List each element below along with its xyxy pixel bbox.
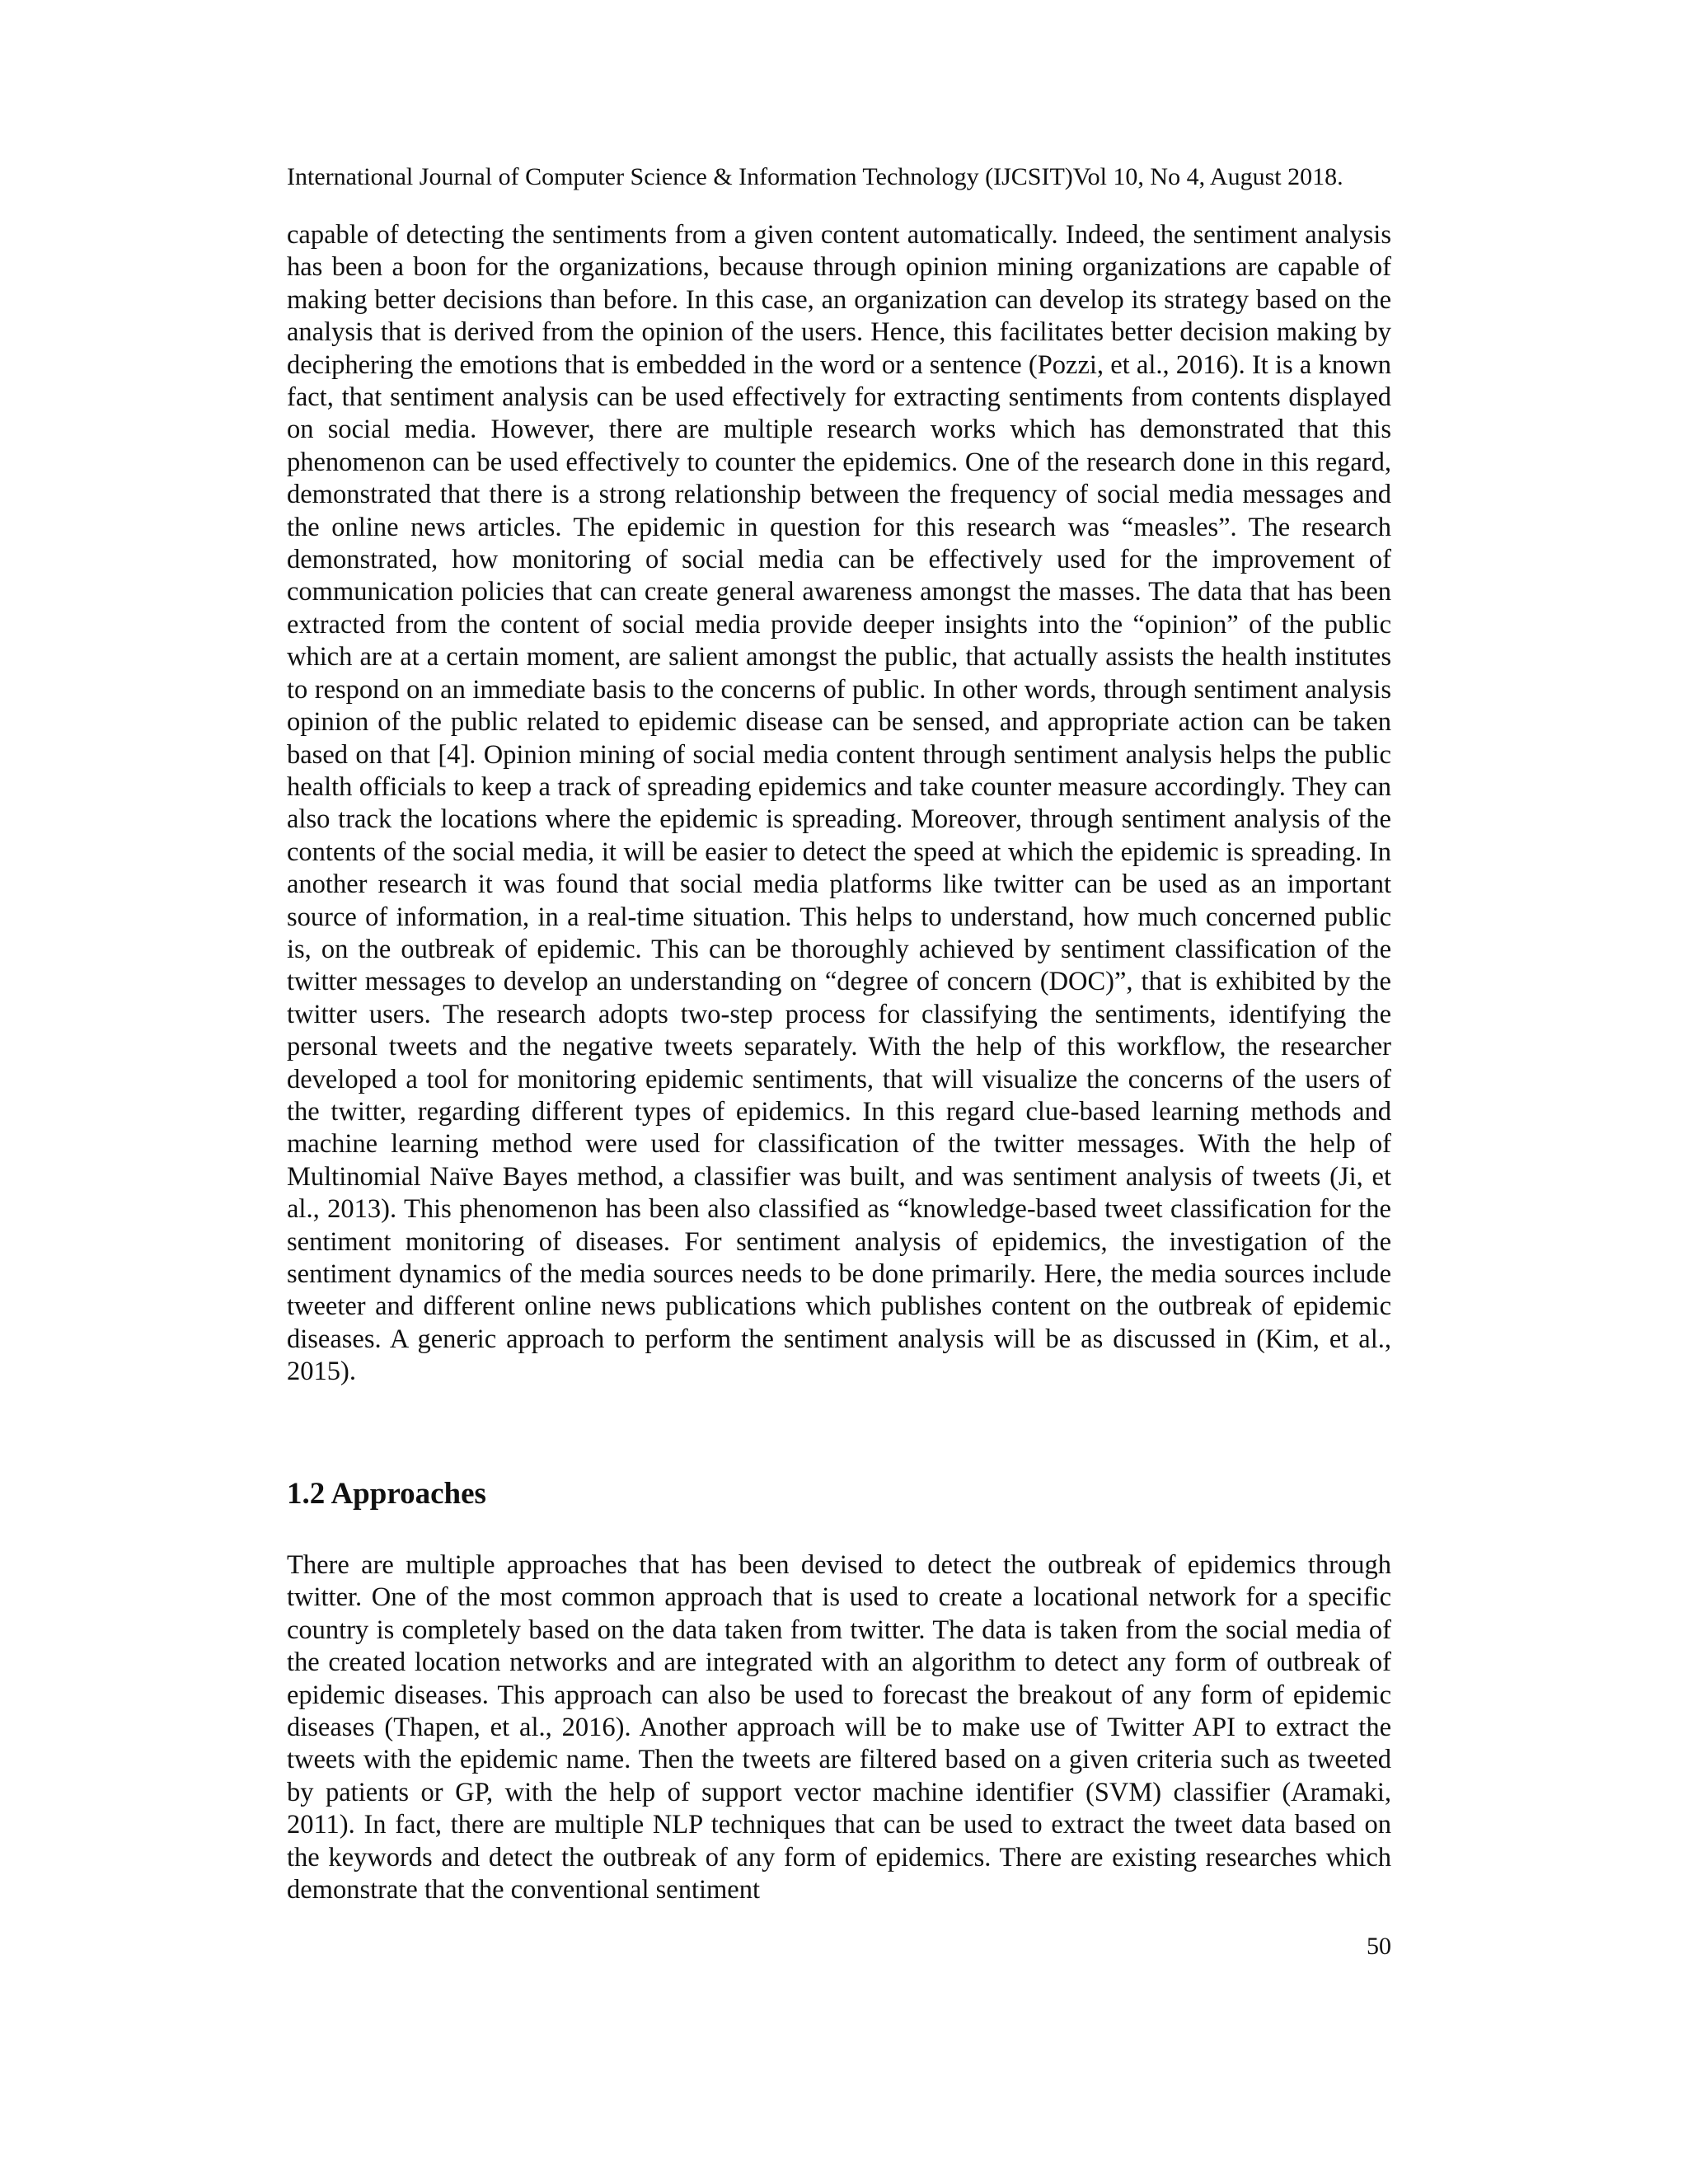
- page-number: 50: [1367, 1933, 1391, 1960]
- body-paragraph-2: [287, 1549, 1391, 1906]
- paragraph-text: There are multiple approaches that has been devised to detect the outbreak of epidemics through twitter. One of the most common approach that is used to create a locational network for a specific country is completely based on the data taken from twitter. The data is taken from the social media of the created location networks and are integrated with an algorithm to detect any form of outbreak of epidemic diseases. This approach can also be used to forecast the breakout of any form of epidemic diseases (Thapen, et al., 2016). Another approach will be to make use of Twitter API to extract the tweets with the epidemic name. Then the tweets are filtered based on a given criteria such as tweeted by patients or GP, with the help of support vector machine identifier (SVM) classifier (Aramaki, 2011). In fact, there are multiple NLP techniques that can be used to extract the tweet data based on the keywords and detect the outbreak of any form of epidemics. There are existing researches which demonstrate that the conventional sentiment: [287, 1550, 1391, 1905]
- body-paragraph-1: [287, 219, 1391, 1389]
- running-header: International Journal of Computer Science & Information Technology (IJCSIT)Vol 10, No 4, August 2018.: [287, 163, 1343, 190]
- section-heading: 1.2 Approaches: [287, 1477, 486, 1511]
- paragraph-text: capable of detecting the sentiments from a given content automatically. Indeed, the sentiment analysis has been a boon for the organizations, because through opinion mining organizations are capable of making better decisions than before. In this case, an organization can develop its strategy based on the analysis that is derived from the opinion of the users. Hence, this facilitates better decision making by deciphering the emotions that is embedded in the word or a sentence (Pozzi, et al., 2016). It is a known fact, that sentiment analysis can be used effectively for extracting sentiments from contents displayed on social media. However, there are multiple research works which has demonstrated that this phenomenon can be used effectively to counter the epidemics. One of the research done in this regard, demonstrated that there is a strong relationship between the frequency of social media messages and the online news articles. The epidemic in question for this research was “measles”. The research demonstrated, how monitoring of social media can be effectively used for the improvement of communication policies that can create general awareness amongst the masses. The data that has been extracted from the content of social media provide deeper insights into the “opinion” of the public which are at a certain moment, are salient amongst the public, that actually assists the health institutes to respond on an immediate basis to the concerns of public. In other words, through sentiment analysis opinion of the public related to epidemic disease can be sensed, and appropriate action can be taken based on that [4]. Opinion mining of social media content through sentiment analysis helps the public health officials to keep a track of spreading epidemics and take counter measure accordingly. They can also track the locations where the epidemic is spreading. Moreover, through sentiment analysis of the contents of the social media, it will be easier to detect the speed at which the epidemic is spreading. In another research it was found that social media platforms like twitter can be used as an important source of information, in a real-time situation. This helps to understand, how much concerned public is, on the outbreak of epidemic. This can be thoroughly achieved by sentiment classification of the twitter messages to develop an understanding on “degree of concern (DOC)”, that is exhibited by the twitter users. The research adopts two-step process for classifying the sentiments, identifying the personal tweets and the negative tweets separately. With the help of this workflow, the researcher developed a tool for monitoring epidemic sentiments, that will visualize the concerns of the users of the twitter, regarding different types of epidemics. In this regard clue-based learning methods and machine learning method were used for classification of the twitter messages. With the help of Multinomial Naïve Bayes method, a classifier was built, and was sentiment analysis of tweets (Ji, et al., 2013). This phenomenon has been also classified as “knowledge-based tweet classification for the sentiment monitoring of diseases. For sentiment analysis of epidemics, the investigation of the sentiment dynamics of the media sources needs to be done primarily. Here, the media sources include tweeter and different online news publications which publishes content on the outbreak of epidemic diseases. A generic approach to perform the sentiment analysis will be as discussed in (Kim, et al., 2015).: [287, 220, 1391, 1387]
